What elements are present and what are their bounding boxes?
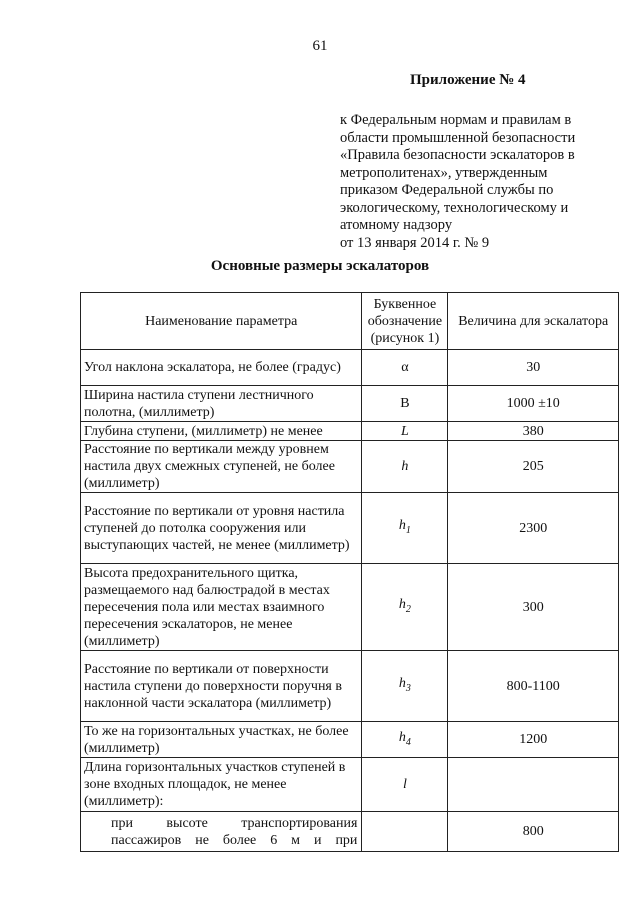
row-symbol <box>362 651 448 722</box>
row-symbol <box>362 812 448 852</box>
row-name: при высоте транспортирования пассажиров не более 6 м и при <box>81 812 362 852</box>
table-row <box>81 564 619 651</box>
table-header-row <box>81 293 619 350</box>
symbol-subscript: 4 <box>405 736 411 748</box>
appendix-line: метрополитенах», утвержденным <box>340 164 548 181</box>
appendix-line: атомному надзору <box>340 217 453 233</box>
table-row <box>81 493 619 564</box>
section-title: Основные размеры эскалаторов <box>210 258 430 274</box>
row-symbol <box>362 722 448 758</box>
header-symbol-line: (рисунок 1) <box>370 330 440 346</box>
appendix-line: к Федеральным нормам и правилам в <box>340 112 572 128</box>
symbol-letter: h <box>398 676 406 692</box>
row-symbol <box>362 493 448 564</box>
appendix-title: Приложение № 4 <box>410 72 526 88</box>
symbol-subscript: 1 <box>405 524 411 536</box>
table-row <box>81 386 619 422</box>
table-row <box>81 651 619 722</box>
symbol-letter: L <box>401 423 409 439</box>
row-name: Расстояние по вертикали от поверхности настила ступени до поверхности поручня в наклонной части эскалатора (миллиметр) <box>81 651 362 722</box>
row-value: 800 <box>448 812 619 852</box>
header-parameter-name: Наименование параметра <box>81 293 362 350</box>
row-value: 1000 ±10 <box>448 386 619 422</box>
appendix-line: области промышленной безопасности <box>340 129 576 146</box>
row-value: 300 <box>448 564 619 651</box>
symbol-letter: h <box>401 459 409 474</box>
row-value: 2300 <box>448 493 619 564</box>
row-name: Ширина настила ступени лестничного полотна, (миллиметр) <box>81 386 362 422</box>
row-name: Расстояние по вертикали от уровня настила ступеней до потолка сооружения или выступающих частей, не менее (миллиметр) <box>81 493 362 564</box>
row-name: Глубина ступени, (миллиметр) не менее <box>81 422 362 441</box>
table-row <box>81 422 619 441</box>
symbol-letter: h <box>398 729 406 745</box>
dimensions-table <box>80 292 619 852</box>
header-symbol <box>362 293 448 350</box>
row-symbol <box>362 441 448 493</box>
table-row <box>81 758 619 812</box>
table-row <box>81 441 619 493</box>
symbol-letter: h <box>398 597 406 613</box>
row-value: 1200 <box>448 722 619 758</box>
table-row <box>81 722 619 758</box>
header-symbol-line: обозначение <box>367 313 443 329</box>
row-symbol <box>362 564 448 651</box>
row-value: 380 <box>448 422 619 441</box>
table-row <box>81 812 619 852</box>
symbol-letter: h <box>398 518 406 534</box>
row-value: 800-1100 <box>448 651 619 722</box>
header-symbol-line: Буквенное <box>373 296 437 312</box>
row-symbol <box>362 422 448 441</box>
appendix-text <box>340 112 600 252</box>
appendix-line: экологическому, технологическому и <box>340 199 569 216</box>
symbol-subscript: 3 <box>405 682 411 694</box>
appendix-line: от 13 января 2014 г. № 9 <box>340 234 490 251</box>
page-number: 61 <box>312 38 328 54</box>
row-symbol <box>362 386 448 422</box>
table-row <box>81 350 619 386</box>
appendix-line: приказом Федеральной службы по <box>340 182 554 198</box>
row-symbol <box>362 758 448 812</box>
symbol-letter: В <box>400 396 410 411</box>
row-name: Высота предохранительного щитка, размещаемого над балюстрадой в местах пересечения пола или местах взаимного пересечения эскалаторов, не менее (миллиметр) <box>81 564 362 651</box>
appendix-line: «Правила безопасности эскалаторов в <box>340 147 575 163</box>
row-symbol <box>362 350 448 386</box>
row-name: То же на горизонтальных участках, не более (миллиметр) <box>81 722 362 758</box>
symbol-letter: l <box>402 777 407 792</box>
row-name: Угол наклона эскалатора, не более (градус) <box>81 350 362 386</box>
symbol-letter: α <box>401 360 409 375</box>
header-value: Величина для эскалатора <box>448 293 619 350</box>
row-name: Расстояние по вертикали между уровнем настила двух смежных ступеней, не более (миллиметр) <box>81 441 362 493</box>
row-value: 30 <box>448 350 619 386</box>
symbol-subscript: 2 <box>405 603 411 615</box>
row-value <box>448 758 619 812</box>
row-name: Длина горизонтальных участков ступеней в зоне входных площадок, не менее (миллиметр): <box>81 758 362 812</box>
row-value: 205 <box>448 441 619 493</box>
